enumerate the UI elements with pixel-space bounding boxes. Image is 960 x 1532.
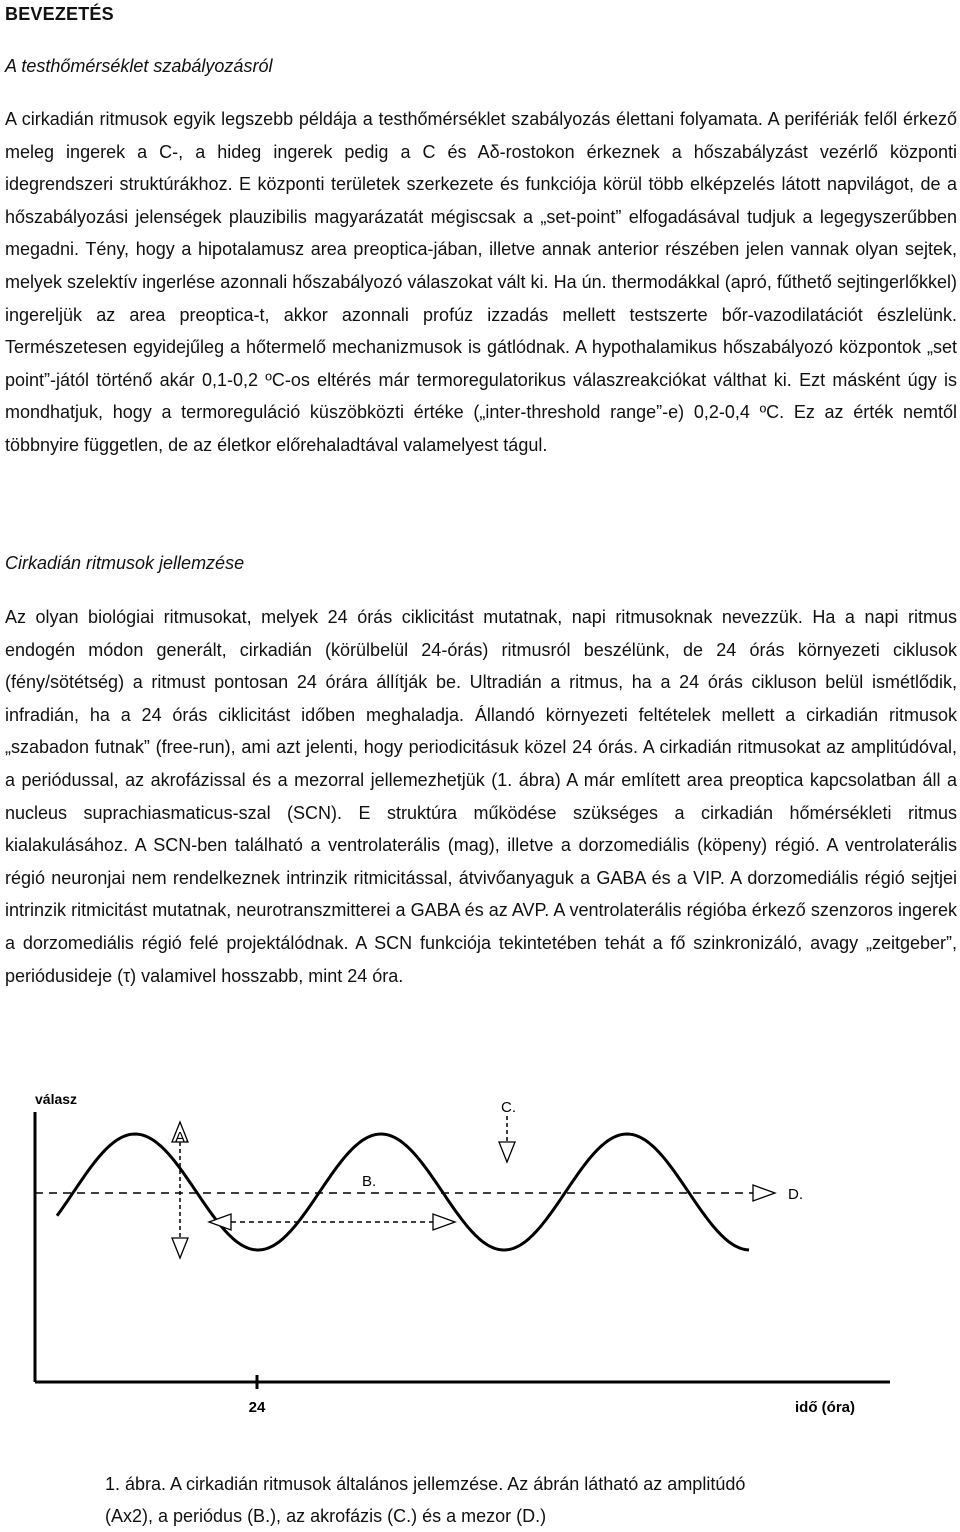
mezor-arrow	[753, 1185, 775, 1201]
x-axis-label: idő (óra)	[795, 1399, 855, 1416]
paragraph-thermoregulation	[5, 103, 957, 462]
label-d: D.	[788, 1186, 803, 1203]
period-arrow	[209, 1214, 455, 1230]
paragraph-text: Az olyan biológiai ritmusokat, melyek 24 órás ciklicitást mutatnak, napi ritmusoknak nevezzük. Ha a napi ritmus endogén módon generált, cirkadián (körülbelül 24-órás) ritmusról beszélünk, de 24 órás környezeti ciklusok (fény/sötétség) a ritmust pontosan 24 órára állítják be. Ultradián a ritmus, ha a 24 órás cikluson belül ismétlődik, infradián, ha a 24 órás ciklicitást időben meghaladja. Állandó környezeti feltételek mellett a cirkadián ritmusok „szabadon futnak” (free-run), ami azt jelenti, hogy periodicitásuk közel 24 órás. A cirkadián ritmusokat az amplitúdóval, a periódussal, az akrofázissal és a mezorral jellemezhetjük (1. ábra) A már említett area preoptica kapcsolatban áll a nucleus suprachiasmaticus-szal (SCN). E struktúra működése szükséges a cirkadián hőmérsékleti ritmus kialakulásához. A SCN-ben található a ventrolaterális (mag), illetve a dorzomediális (köpeny) régió. A ventrolaterális régió neuronjai nem rendelkeznek intrinzik ritmicitással, átvivőanyaguk a GABA és a VIP. A dorzomediális régió sejtjei intrinzik ritmicitást mutatnak, neurotranszmitterei a GABA és az AVP. A ventrolaterális régióba érkező szenzoros ingerek a dorzomediális régió felé projektálódnak. A SCN funkciója tekintetében tehát a fő szinkronizáló, avagy „zeitgeber”, periódusideje (τ) valamivel hosszabb, mint 24 óra.	[5, 607, 957, 986]
x-tick-label: 24	[248, 1399, 266, 1416]
acrophase-arrow	[499, 1116, 515, 1162]
section-title: BEVEZETÉS	[5, 4, 114, 24]
subheading-circadian: Cirkadián ritmusok jellemzése	[5, 553, 245, 573]
y-axis-label: válasz	[35, 1091, 78, 1107]
paragraph-text: A cirkadián ritmusok egyik legszebb példája a testhőmérséklet szabályozás élettani folyamata. A perifériák felől érkező meleg ingerek a C-, a hideg ingerek pedig a C és Aδ-rostokon érkeznek a hőszabályzást vezérlő központi idegrendszeri struktúrákhoz. E központi területek szerkezete és funkciója körül több elképzelés látott napvilágot, de a hőszabályozási jelenségek plauzibilis magyarázatát mégiscsak a „set-point” elfogadásával tudjuk a legegyszerűbben megadni. Tény, hogy a hipotalamusz area preoptica-jában, illetve annak anterior részében jelen vannak olyan sejtek, melyek szelektív ingerlése azonnali hőszabályozó válaszokat vált ki. Ha ún. thermodákkal (apró, fűthető sejtingerlőkkel) ingereljük az area preoptica-t, akkor azonnali profúz izzadás mellett testszerte bőr-vazodilatációt észlelünk. Természetesen egyidejűleg a hőtermelő mechanizmusok is gátlódnak. A hypothalamikus hőszabályozó központok „set point”-jától történő akár 0,1-0,2 ºC-os eltérés már termoregulatorikus válaszreakciókat válthat ki. Ezt másként úgy is mondhatjuk, hogy a termoreguláció küszöbközti értéke („inter-threshold range”-e) 0,2-0,4 ºC. Ez az érték nemtől többnyire független, de az életkor előrehaladtával valamelyest tágul.	[5, 109, 957, 455]
label-a: A.	[175, 1129, 190, 1146]
label-c: C.	[501, 1099, 516, 1116]
subheading-thermoregulation: A testhőmérséklet szabályozásról	[5, 56, 273, 76]
rhythm-curve	[57, 1134, 749, 1250]
label-b: B.	[362, 1173, 377, 1190]
caption-line: 1. ábra. A cirkadián ritmusok általános jellemzése. Az ábrán látható az amplitúdó	[105, 1474, 746, 1494]
circadian-figure	[5, 1082, 957, 1462]
paragraph-circadian	[5, 601, 957, 992]
figure-caption	[105, 1468, 925, 1532]
caption-line: (Ax2), a periódus (B.), az akrofázis (C.) és a mezor (D.)	[105, 1506, 547, 1526]
